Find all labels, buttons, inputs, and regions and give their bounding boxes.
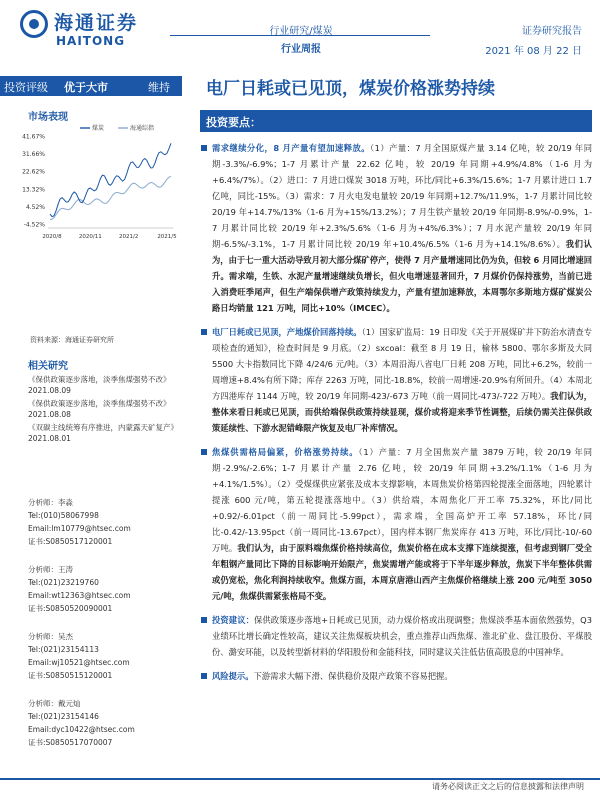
analyst-tel: Tel:(010)58067998 [28, 511, 99, 520]
para-emphasis: 我们认为，由于七一重大活动导致月初大部分煤矿停产，使得 7 月产量增速同比仍为负，但较 6 月同比增速回升。需求端，生铁、水泥产量增速继续负增长，但火电增速显著回升，7 月煤价仍保持涨势，当前已进入消费旺季尾声，但生产端保供增产政策持续发力，产量有望加速释放，本周鄂尔多斯地方煤矿煤炭公路日均销量 121 万吨，同比+10%（IMCEC）。 [212, 239, 592, 313]
para-lead: 焦煤供需格局偏紧，价格涨势持续。 [212, 447, 359, 457]
main-content [200, 110, 592, 684]
rating-value: 优于大市 [64, 81, 108, 94]
rating-status: 维持 [148, 81, 170, 94]
para-body: 下游需求大幅下滑、保供稳价及限产政策不容易把握。 [253, 671, 453, 681]
analyst-email[interactable]: Email:wj10521@htsec.com [28, 658, 130, 667]
para-lead: 电厂日耗或已见顶，产地煤价回落持续。 [212, 327, 362, 337]
rating-bar [0, 76, 182, 96]
related-research [28, 357, 178, 444]
legend-label-coal: 煤炭 [92, 125, 105, 132]
para-lead: 风险提示。 [212, 671, 254, 681]
y-tick-label: 13.32% [22, 186, 45, 194]
logo-en-text: HAITONG [56, 34, 126, 48]
page-header [0, 0, 600, 58]
related-title: 相关研究 [28, 361, 68, 372]
report-type: 行业周报 [281, 44, 321, 55]
related-date: 2021.08.09 [28, 386, 71, 395]
analyst-card [28, 697, 178, 749]
paragraph-power-plant [200, 324, 592, 436]
legend-label-index: 海通综指 [130, 125, 155, 132]
page-title: 电厂日耗或已见顶，煤炭价格涨势持续 [206, 79, 495, 99]
para-emphasis: 我们认为，整体来看日耗或已见顶，而供给端保供政策持续显现，煤价或将迎来季节性调整，后续仍需关注保供政策延续性、下游水泥错峰限产恢复及电厂补库情况。 [212, 391, 592, 433]
analyst-card [28, 496, 178, 548]
analyst-cert: 证书:S0850517070007 [28, 738, 113, 747]
related-text[interactable]: 《保供政策逐步落地，淡季焦煤强势不改》 [28, 399, 171, 408]
analyst-email[interactable]: Email:lm10779@htsec.com [28, 524, 131, 533]
y-tick-label: 22.62% [22, 168, 45, 176]
analyst-list [28, 496, 178, 764]
related-text[interactable]: 《保供政策逐步落地，淡季焦煤强势不改》 [28, 375, 171, 384]
market-chart [8, 122, 178, 250]
analyst-email[interactable]: Email:wt12363@htsec.com [28, 591, 131, 600]
series-line-index [50, 177, 171, 220]
market-chart-svg [8, 122, 178, 250]
analyst-cert: 证书:S0850515120001 [28, 671, 113, 680]
analyst-name: 分析师：戴元灿 [28, 699, 81, 708]
para-body: （1）产量：7 月全国焦炭产量 3879 万吨，较 20/19 年同期-2.9%/-2.6%；1-7 月累计产量 2.76 亿吨，较 20/19 年同期+3.2%/1.1%（1-6 月为+4.1%/1.5%）。（2）受煤煤供应紧张及成本支撑影响，本周焦炭价格第四轮提涨全面落地，四轮累计提涨 600 元/吨，第五轮提涨落地中。（3）供给端，本周焦化厂开工率 75.32%，环比/同比+0.92/-6.01pct（前一周同比-5.99pct），需求端，全国高炉开工率 57.18%，环比/同比-0.42/-13.95pct（前一周同比-13.67pct），国内样本钢厂焦炭库存 413 万吨，环比/同比-10/-60 万吨。 [212, 447, 592, 553]
paragraph-supply-demand [200, 140, 592, 316]
x-tick-label: 2021/5 [157, 234, 177, 240]
haitong-logo [20, 8, 140, 52]
analyst-name: 分析师：王涛 [28, 565, 73, 574]
analyst-card [28, 563, 178, 615]
para-body: 保供政策逐步落地+日耗或已见顶，动力煤价格或出现调整；焦煤淡季基本面依然强势，Q3 业绩环比增长确定性较高，建议关注焦煤板块机会，重点推荐山西焦煤、淮北矿业、盘江股份、平煤股份、潞安环能，以及转型新材料的华阳股份和金能科技，同时建议关注低估值高股息的中国神华。 [212, 615, 592, 657]
x-tick-label: 2020/11 [78, 234, 102, 240]
para-lead: 需求继续分化，8 月产量有望加速释放。 [212, 143, 371, 153]
key-points-header: 投资要点： [200, 110, 592, 132]
related-item[interactable] [28, 398, 178, 420]
paragraph-coking-coal [200, 444, 592, 604]
report-category: 行业研究/煤炭 [269, 26, 333, 37]
header-divider [170, 35, 430, 36]
related-item[interactable] [28, 422, 178, 444]
rating-label: 投资评级 [4, 81, 48, 94]
para-emphasis: 我们认为，由于原料端焦煤价格持续高位，焦炭价格在成本支撑下连续提涨，但考虑到钢厂受全年粗钢产量同比下降的目标影响开始限产，焦炭需增产能或将于下半年逐步释放，焦炭下半年整体供需或仍宽松，焦化利润持续收窄。焦煤方面，本周京唐港山西产主焦煤价格继续上涨 200 元/吨至 3050 元/吨，焦煤供需紧张格局不变。 [212, 543, 592, 601]
analyst-card [28, 630, 178, 682]
left-sidebar [0, 100, 182, 780]
para-body: （1）产量：7 月全国原煤产量 3.14 亿吨，较 20/19 年同期-3.3%/-6.9%；1-7 月累计产量 22.62 亿吨，较 20/19 年同期+4.9%/4.8%（1-6 月为+6.4%/7%）。（2）进口：7 月进口煤炭 3018 万吨，环比/同比+6.3%/15.6%；1-7 月累计进口 1.7 亿吨，同比-15%。（3）需求：7 月火电发电量较 20/19 年同期+12.7%/11.9%，1-7 月累计同比较 20/19 年+14.7%/13%（1-6 月为+15%/13.2%）；7 月生铁产量较 20/19 年同期-8.9%/-0.9%，1-7 月累计同比较 20/19 年+2.3%/5.6%（1-6 月为+4%/6.3%）；7 月水泥产量较 20/19 年同期-6.5%/-3.1%，1-7 月累计同比较 20/19 年+10.4%/6.5%（1-6 月为+14.1%/8.6%）。 [212, 143, 592, 249]
analyst-email[interactable]: Email:dyc10422@htsec.com [28, 725, 135, 734]
related-item[interactable] [28, 374, 178, 396]
logo-icon [20, 10, 48, 38]
x-tick-label: 2021/2 [118, 234, 139, 240]
paragraph-investment [200, 612, 592, 660]
para-lead: 投资建议： [212, 615, 254, 625]
analyst-cert: 证书:S0850520090001 [28, 604, 113, 613]
chart-source: 资料来源：海通证券研究所 [30, 336, 114, 344]
analyst-cert: 证书:S0850517120001 [28, 537, 113, 546]
paragraph-risk [200, 668, 592, 684]
related-date: 2021.08.08 [28, 410, 71, 419]
related-date: 2021.08.01 [28, 434, 71, 443]
analyst-tel: Tel:(021)23154146 [28, 712, 99, 721]
y-tick-label: 41.67% [22, 133, 45, 141]
report-label: 证券研究报告 [522, 26, 582, 37]
x-tick-label: 2020/8 [42, 234, 62, 240]
analyst-tel: Tel:(021)23219760 [28, 578, 99, 587]
y-tick-label: 31.66% [22, 151, 45, 159]
series-line-coal [50, 143, 171, 216]
analyst-name: 分析师：李淼 [28, 498, 73, 507]
analyst-tel: Tel:(021)23154113 [28, 645, 99, 654]
footer-divider [0, 778, 600, 780]
y-tick-label: 4.52% [25, 203, 45, 211]
market-title: 市场表现 [28, 112, 68, 123]
related-text[interactable]: 《双碳主线统筹有序推进，内蒙露天矿复产》 [28, 423, 178, 432]
report-date: 2021 年 08 月 22 日 [485, 46, 582, 57]
y-tick-label: -4.52% [23, 221, 45, 229]
analyst-name: 分析师：吴杰 [28, 632, 73, 641]
footer-disclaimer: 请务必阅读正文之后的信息披露和法律声明 [432, 782, 584, 791]
logo-cn-text: 海通证券 [54, 12, 139, 34]
para-body: （1）国家矿监局：19 日印发《关于开展煤矿井下防治水清查专项检查的通知》，检查时间是 9 月底。（2）sxcoal：截至 8 月 19 日，榆林 5800、鄂尔多斯及大同 5500 大卡指数同比下降 4/24/6 元/吨。（3）本周沿海八省电厂日耗 208 万吨，同比+6.2%，较前一周增速+8.4%有所下降；库存 2263 万吨，同比-18.8%，较前一周增速-20.9%有所回升。（4）本周北方四港库存 1144 万吨，较 20/19 年同期-423/-673 万吨（前一周同比-473/-722 万吨）。 [212, 327, 592, 401]
